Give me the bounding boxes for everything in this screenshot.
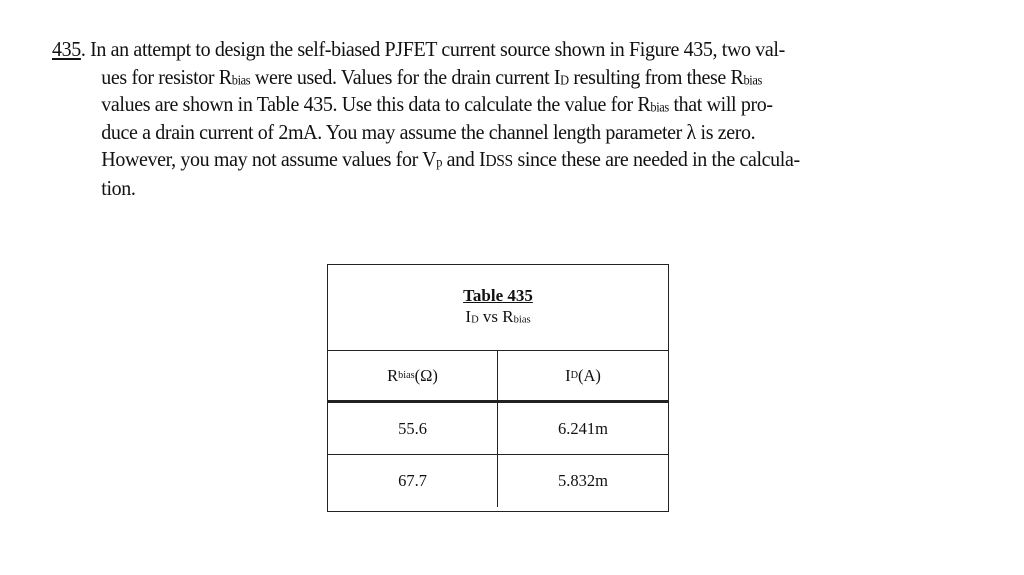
header-text: (Ω) [414, 365, 438, 385]
table-subtitle-text: I [465, 307, 472, 326]
subscript: bias [650, 99, 669, 115]
problem-text-segment: that will pro- [668, 92, 773, 116]
subscript: D [560, 72, 569, 88]
header-text: R [387, 365, 399, 385]
problem-line-1 [52, 36, 889, 64]
header-text: (A) [577, 365, 601, 385]
table-grid [328, 351, 668, 507]
table-cell: 55.6 [328, 403, 498, 455]
table-subtitle-text: vs R [478, 307, 514, 326]
problem-line-6 [52, 175, 889, 203]
problem-line-2 [52, 64, 889, 92]
problem-text-segment: resulting from these R [568, 64, 744, 89]
table-cell: 6.241m [498, 403, 668, 455]
table-title: Table 435 [463, 286, 533, 305]
subscript: bias [231, 72, 251, 88]
problem-line-4 [52, 119, 889, 147]
problem-text-segment: since these are needed in the calcula- [512, 147, 800, 171]
table-cell: 5.832m [558, 471, 608, 490]
data-table [327, 264, 669, 512]
header-text: I [565, 365, 571, 385]
problem-text-segment: values are shown in Table 435. Use this data to calculate the value for R [101, 92, 651, 116]
problem-line-5 [52, 146, 889, 175]
table-caption [328, 265, 668, 351]
problem-text-segment: . In an attempt to design the self-biased PJFET current source shown in Figure 435, two val- [80, 37, 785, 61]
subscript: D [471, 314, 479, 326]
table-cell: 67.7 [328, 455, 498, 507]
column-header-id: I D (A) [498, 351, 668, 403]
table-subtitle [328, 306, 668, 327]
subscript: p [436, 154, 443, 170]
problem-text [52, 36, 889, 202]
problem-line-3 [52, 91, 889, 119]
problem-number: 435 [52, 37, 81, 61]
subscript: bias [513, 314, 531, 326]
problem-text-segment: ues for resistor R [101, 64, 232, 89]
subscript: bias [743, 72, 762, 88]
column-header-rbias: R bias (Ω) [328, 351, 498, 403]
problem-text-segment: However, you may not assume values for V [101, 147, 437, 171]
problem-text-segment: duce a drain current of 2mA. You may assume the channel length parameter λ is zero. [101, 119, 756, 144]
subscript: DSS [485, 151, 513, 170]
problem-text-segment: and I [442, 147, 486, 171]
problem-text-segment: were used. Values for the drain current I [250, 64, 561, 89]
problem-text-segment: tion. [101, 175, 136, 200]
